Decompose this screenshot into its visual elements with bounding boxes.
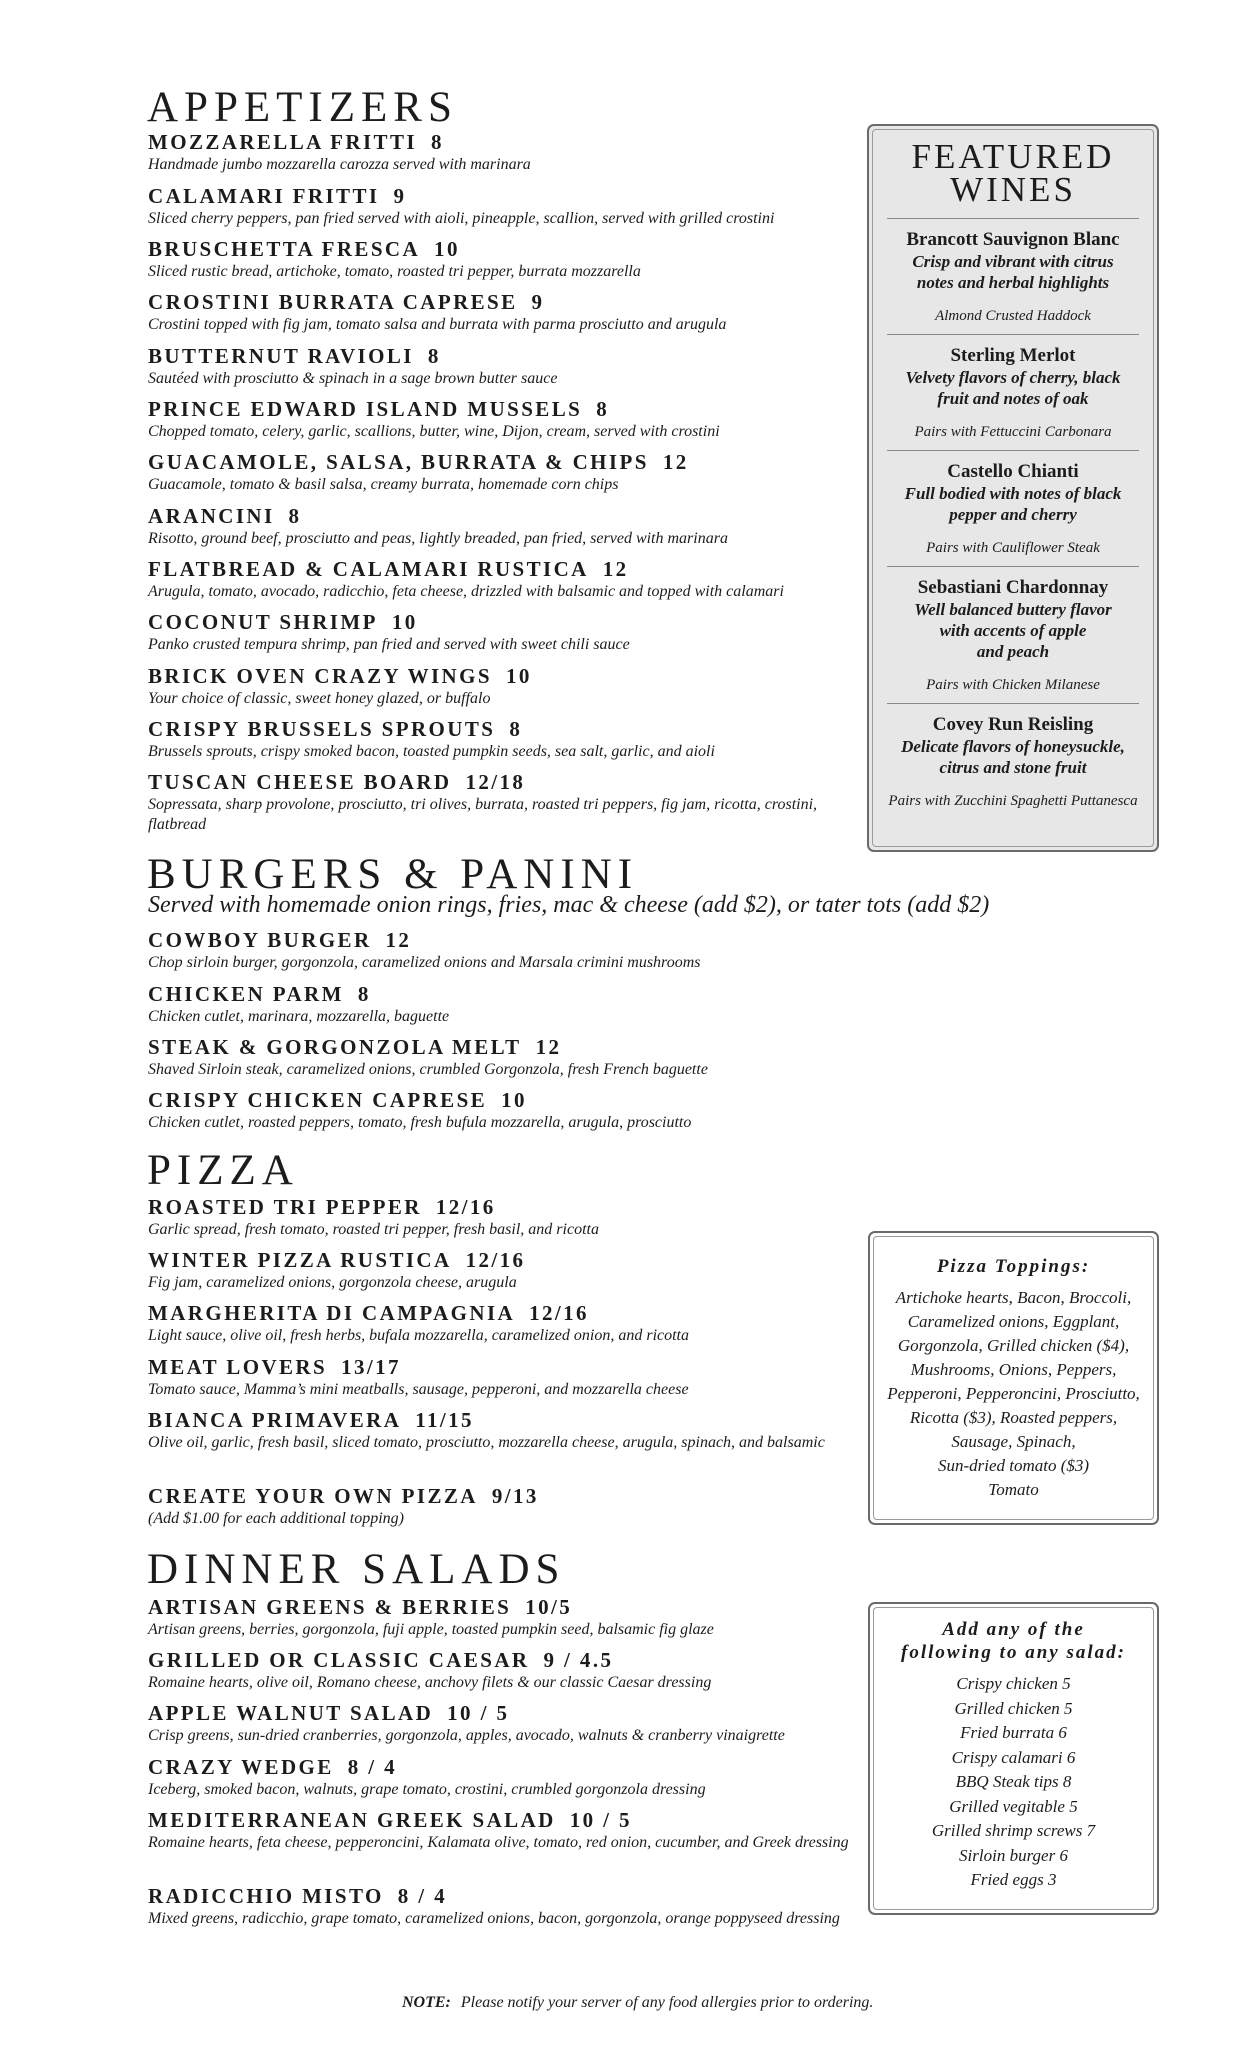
menu-item-description: Chop sirloin burger, gorgonzola, caramelized onions and Marsala crimini mushrooms xyxy=(148,954,701,971)
menu-item xyxy=(148,1755,858,1800)
salad-addon-item: Crispy chicken 5 xyxy=(956,1674,1071,1693)
wine-name: Castello Chianti xyxy=(947,461,1079,482)
menu-item-price: 10/5 xyxy=(525,1595,573,1619)
menu-item xyxy=(148,770,858,835)
wine-tasting-note: Full bodied with notes of black pepper and cherry xyxy=(904,484,1122,524)
wine-pairing: Pairs with Cauliflower Steak xyxy=(926,540,1100,556)
wine-entry xyxy=(869,335,1157,450)
menu-item-name: GUACAMOLE, SALSA, BURRATA & CHIPS xyxy=(148,450,649,474)
menu-item-name: MEAT LOVERS xyxy=(148,1355,328,1379)
salad-addons-list xyxy=(870,1672,1157,1893)
menu-item-description: Sopressata, sharp provolone, prosciutto, tri olives, burrata, roasted tri peppers, fig jam, ricotta, crostini, flatbread xyxy=(148,796,818,833)
burgers-heading: BURGERS & PANINI xyxy=(147,851,639,898)
menu-item-description: Panko crusted tempura shrimp, pan fried and served with sweet chili sauce xyxy=(148,636,630,653)
pizza-toppings-box xyxy=(868,1231,1159,1525)
menu-item-heading xyxy=(148,344,858,369)
wine-name: Sebastiani Chardonnay xyxy=(917,577,1109,598)
menu-item-price: 13/17 xyxy=(341,1355,401,1379)
menu-item-description: Iceberg, smoked bacon, walnuts, grape tomato, crostini, crumbled gorgonzola dressing xyxy=(148,1781,706,1798)
menu-item-price: 12/18 xyxy=(465,770,526,794)
menu-item-price: 12 xyxy=(602,557,629,581)
pizza-toppings-heading: Pizza Toppings: xyxy=(936,1256,1091,1277)
salads-heading: DINNER SALADS xyxy=(147,1546,566,1593)
featured-wines-heading-line1: FEATURED xyxy=(911,137,1115,176)
wine-tasting-note: Velvety flavors of cherry, black fruit and notes of oak xyxy=(905,368,1121,408)
allergy-note xyxy=(402,1993,873,2013)
menu-item xyxy=(148,928,858,973)
featured-wines-heading xyxy=(869,137,1157,209)
menu-item-price: 10 xyxy=(505,664,532,688)
menu-item xyxy=(148,130,858,175)
menu-item-name: BRUSCHETTA FRESCA xyxy=(148,237,421,261)
menu-item-name: PRINCE EDWARD ISLAND MUSSELS xyxy=(148,397,583,421)
menu-item-price: 8 xyxy=(430,130,444,154)
menu-item-heading xyxy=(148,1648,858,1673)
menu-item xyxy=(148,1648,858,1693)
salad-addon-item: Crispy calamari 6 xyxy=(951,1747,1076,1767)
menu-item-description: Sliced cherry peppers, pan fried served with aioli, pineapple, scallion, served with grilled crostini xyxy=(148,210,775,227)
featured-wines-box xyxy=(867,124,1159,852)
menu-item-name: COCONUT SHRIMP xyxy=(148,610,378,634)
menu-item xyxy=(148,397,858,442)
salad-addon-item: Sirloin burger 6 xyxy=(959,1845,1068,1865)
menu-item-description: Arugula, tomato, avocado, radicchio, feta cheese, drizzled with balsamic and topped with calamari xyxy=(148,583,784,600)
menu-item-heading xyxy=(148,1088,858,1113)
pizza-heading: PIZZA xyxy=(147,1147,299,1194)
pizza-toppings-text: Artichoke hearts, Bacon, Broccoli, Caramelized onions, Eggplant, Gorgonzola, Grilled chicken ($4), Mushrooms, Onions, Peppers, Pepperoni, Pepperoncini, Prosciutto, Ricotta ($3), Roasted peppers, Sausage, Spinach, Sun-dried tomato ($3) Tomato xyxy=(887,1288,1140,1499)
menu-item-price: 10 xyxy=(501,1088,527,1112)
menu-item-description: (Add $1.00 for each additional topping) xyxy=(148,1510,404,1527)
menu-item-name: APPLE WALNUT SALAD xyxy=(148,1701,434,1725)
menu-item xyxy=(148,1248,858,1293)
menu-item-description: Crostini topped with fig jam, tomato salsa and burrata with parma prosciutto and arugula xyxy=(148,316,727,333)
menu-item-price: 12/16 xyxy=(435,1195,496,1219)
salad-addon-item: Grilled shrimp screws 7 xyxy=(931,1821,1096,1840)
menu-item-price: 9 xyxy=(531,290,545,314)
menu-item-description: Sautéed with prosciutto & spinach in a sage brown butter sauce xyxy=(148,370,558,387)
salad-addon-item: Fried burrata 6 xyxy=(960,1723,1067,1742)
menu-item-heading xyxy=(148,1755,858,1780)
menu-item-name: GRILLED OR CLASSIC CAESAR xyxy=(148,1648,530,1672)
menu-item-name: FLATBREAD & CALAMARI RUSTICA xyxy=(148,557,589,581)
menu-item-heading xyxy=(148,397,858,422)
menu-item-heading xyxy=(148,982,858,1007)
menu-item xyxy=(148,290,858,335)
menu-item-name: STEAK & GORGONZOLA MELT xyxy=(148,1035,522,1059)
menu-item xyxy=(148,1884,858,1929)
wine-tasting-note: Well balanced buttery flavor with accents of apple and peach xyxy=(914,600,1112,661)
menu-item-price: 8 xyxy=(357,982,371,1006)
burgers-subtitle: Served with homemade onion rings, fries, mac & cheese (add $2), or tater tots (add $2) xyxy=(148,892,990,918)
menu-item-description: Shaved Sirloin steak, caramelized onions, crumbled Gorgonzola, fresh French baguette xyxy=(148,1061,708,1078)
menu-item-name: ARANCINI xyxy=(148,504,275,528)
menu-item-name: BUTTERNUT RAVIOLI xyxy=(148,344,414,368)
allergy-note-label: NOTE: xyxy=(402,1994,451,2011)
menu-item xyxy=(148,1595,858,1640)
menu-item-name: CHICKEN PARM xyxy=(148,982,344,1006)
menu-item-price: 8 xyxy=(596,397,610,421)
wine-name: Sterling Merlot xyxy=(950,345,1076,366)
menu-item-description: Brussels sprouts, crispy smoked bacon, toasted pumpkin seeds, sea salt, garlic, and aioli xyxy=(148,743,715,760)
menu-item-description: Chicken cutlet, marinara, mozzarella, baguette xyxy=(148,1008,450,1025)
menu-item-price: 8 xyxy=(288,504,302,528)
menu-item xyxy=(148,1408,858,1453)
menu-item-description: Crisp greens, sun-dried cranberries, gorgonzola, apples, avocado, walnuts & cranberry vinaigrette xyxy=(148,1727,785,1744)
salad-addon-item: Fried eggs 3 xyxy=(970,1870,1057,1889)
menu-item-heading xyxy=(148,1355,858,1380)
wine-entry xyxy=(869,567,1157,703)
menu-item-price: 8 / 4 xyxy=(397,1884,448,1908)
menu-item-description: Chicken cutlet, roasted peppers, tomato, fresh bufula mozzarella, arugula, prosciutto xyxy=(148,1114,692,1131)
menu-item-price: 9 xyxy=(393,184,407,208)
menu-item-description: Your choice of classic, sweet honey glazed, or buffalo xyxy=(148,690,491,707)
menu-item-name: CALAMARI FRITTI xyxy=(148,184,380,208)
menu-item-price: 10 / 5 xyxy=(569,1808,632,1832)
menu-item xyxy=(148,1808,858,1853)
menu-item-name: WINTER PIZZA RUSTICA xyxy=(148,1248,452,1272)
menu-item-heading xyxy=(148,717,858,742)
menu-item-name: RADICCHIO MISTO xyxy=(148,1884,384,1908)
menu-item-price: 8 / 4 xyxy=(347,1755,398,1779)
wine-name: Covey Run Reisling xyxy=(932,714,1094,735)
menu-item-price: 9 / 4.5 xyxy=(543,1648,614,1672)
menu-item-description: Tomato sauce, Mamma’s mini meatballs, sausage, pepperoni, and mozzarella cheese xyxy=(148,1381,689,1398)
menu-item-price: 12 xyxy=(535,1035,562,1059)
menu-item-name: CRISPY BRUSSELS SPROUTS xyxy=(148,717,496,741)
menu-item-price: 12/16 xyxy=(465,1248,526,1272)
menu-item-description: Light sauce, olive oil, fresh herbs, bufala mozzarella, caramelized onion, and ricotta xyxy=(148,1327,689,1344)
menu-item-price: 12 xyxy=(662,450,689,474)
wine-name: Brancott Sauvignon Blanc xyxy=(906,229,1120,250)
menu-item-heading xyxy=(148,928,858,953)
salad-addons-heading: Add any of the following to any salad: xyxy=(901,1619,1126,1663)
menu-item-description: Chopped tomato, celery, garlic, scallions, butter, wine, Dijon, cream, served with crostini xyxy=(148,423,720,440)
menu-item-heading xyxy=(148,664,858,689)
wine-pairing: Pairs with Zucchini Spaghetti Puttanesca xyxy=(888,793,1138,809)
menu-item-description: Guacamole, tomato & basil salsa, creamy burrata, homemade corn chips xyxy=(148,476,619,493)
menu-item-heading xyxy=(148,1301,858,1326)
menu-item-price: 11/15 xyxy=(415,1408,474,1432)
menu-item-price: 9/13 xyxy=(491,1484,539,1508)
menu-item-heading xyxy=(148,610,858,635)
salad-addons-box xyxy=(868,1602,1159,1915)
menu-item xyxy=(148,1355,858,1400)
menu-item-price: 8 xyxy=(427,344,441,368)
menu-item-heading xyxy=(148,557,858,582)
menu-item-heading xyxy=(148,184,858,209)
menu-item-heading xyxy=(148,1408,858,1433)
menu-item-heading xyxy=(148,290,858,315)
menu-item-name: BIANCA PRIMAVERA xyxy=(148,1408,402,1432)
menu-item xyxy=(148,1195,858,1240)
menu-item-name: MEDITERRANEAN GREEK SALAD xyxy=(148,1808,556,1832)
menu-item-name: MOZZARELLA FRITTI xyxy=(148,130,417,154)
menu-item-name: ROASTED TRI PEPPER xyxy=(148,1195,422,1219)
menu-item-price: 10 / 5 xyxy=(447,1701,510,1725)
appetizers-heading: APPETIZERS xyxy=(147,84,458,131)
menu-item xyxy=(148,237,858,282)
salad-addon-item: Grilled vegitable 5 xyxy=(949,1796,1078,1816)
menu-item-heading xyxy=(148,1595,858,1620)
menu-item xyxy=(148,1301,858,1346)
menu-item-heading xyxy=(148,450,858,475)
menu-item xyxy=(148,184,858,229)
menu-item-heading xyxy=(148,1808,858,1833)
menu-item xyxy=(148,1484,858,1529)
featured-wines-heading-line2: WINES xyxy=(950,170,1076,209)
menu-item-description: Mixed greens, radicchio, grape tomato, caramelized onions, bacon, gorgonzola, orange poppyseed dressing xyxy=(148,1910,840,1927)
menu-item-heading xyxy=(148,504,858,529)
menu-item-name: BRICK OVEN CRAZY WINGS xyxy=(148,664,492,688)
menu-item-description: Olive oil, garlic, fresh basil, sliced tomato, prosciutto, mozzarella cheese, arugula, spinach, and balsamic xyxy=(148,1434,825,1451)
menu-item-description: Romaine hearts, feta cheese, pepperoncini, Kalamata olive, tomato, red onion, cucumber, and Greek dressing xyxy=(148,1834,849,1851)
menu-item-description: Artisan greens, berries, gorgonzola, fuji apple, toasted pumpkin seed, balsamic fig glaze xyxy=(148,1621,714,1638)
menu-item-name: CROSTINI BURRATA CAPRESE xyxy=(148,290,518,314)
menu-item-name: MARGHERITA DI CAMPAGNIA xyxy=(148,1301,516,1325)
menu-item xyxy=(148,450,858,495)
menu-item-heading xyxy=(148,1035,858,1060)
menu-item-price: 10 xyxy=(434,237,460,261)
menu-item-description: Fig jam, caramelized onions, gorgonzola cheese, arugula xyxy=(148,1274,517,1291)
menu-item-heading xyxy=(148,770,858,795)
wine-pairing: Pairs with Fettuccini Carbonara xyxy=(914,424,1112,440)
menu-item xyxy=(148,717,858,762)
menu-item-description: Romaine hearts, olive oil, Romano cheese, anchovy filets & our classic Caesar dressing xyxy=(148,1674,712,1691)
menu-item-price: 8 xyxy=(509,717,523,741)
menu-item-name: CREATE YOUR OWN PIZZA xyxy=(148,1484,478,1508)
menu-item-name: COWBOY BURGER xyxy=(148,928,372,952)
menu-item-heading xyxy=(148,1701,858,1726)
menu-item-price: 12/16 xyxy=(529,1301,589,1325)
menu-item xyxy=(148,1088,858,1133)
menu-item xyxy=(148,610,858,655)
menu-item xyxy=(148,1035,858,1080)
wine-tasting-note: Delicate flavors of honeysuckle, citrus and stone fruit xyxy=(901,737,1125,777)
wines-list xyxy=(869,218,1157,819)
menu-item-heading xyxy=(148,1248,858,1273)
menu-item-description: Handmade jumbo mozzarella carozza served with marinara xyxy=(148,156,531,173)
menu-item xyxy=(148,1701,858,1746)
salad-addon-item: BBQ Steak tips 8 xyxy=(955,1772,1072,1791)
allergy-note-text: Please notify your server of any food allergies prior to ordering. xyxy=(460,1994,874,2011)
menu-item-heading xyxy=(148,1884,858,1909)
menu-item xyxy=(148,344,858,389)
menu-item-price: 10 xyxy=(391,610,418,634)
menu-item-heading xyxy=(148,1195,858,1220)
wine-entry xyxy=(869,219,1157,334)
menu-item-name: CRISPY CHICKEN CAPRESE xyxy=(148,1088,488,1112)
wine-entry xyxy=(869,704,1157,819)
menu-item-description: Sliced rustic bread, artichoke, tomato, roasted tri pepper, burrata mozzarella xyxy=(148,263,641,280)
menu-item xyxy=(148,557,858,602)
menu-item xyxy=(148,664,858,709)
menu-item-name: TUSCAN CHEESE BOARD xyxy=(148,770,452,794)
wine-pairing: Pairs with Chicken Milanese xyxy=(926,677,1100,693)
menu-item-name: CRAZY WEDGE xyxy=(148,1755,334,1779)
salad-addon-item: Grilled chicken 5 xyxy=(954,1698,1073,1718)
menu-item-description: Garlic spread, fresh tomato, roasted tri pepper, fresh basil, and ricotta xyxy=(148,1221,599,1238)
menu-item-heading xyxy=(148,1484,858,1509)
menu-item xyxy=(148,982,858,1027)
wine-entry xyxy=(869,451,1157,566)
menu-item-price: 12 xyxy=(385,928,412,952)
wine-pairing: Almond Crusted Haddock xyxy=(935,308,1091,324)
menu-item xyxy=(148,504,858,549)
menu-item-description: Risotto, ground beef, prosciutto and peas, lightly breaded, pan fried, served with marinara xyxy=(148,530,728,547)
wine-tasting-note: Crisp and vibrant with citrus notes and herbal highlights xyxy=(912,252,1114,292)
menu-item-heading xyxy=(148,237,858,262)
menu-item-heading xyxy=(148,130,858,155)
menu-item-name: ARTISAN GREENS & BERRIES xyxy=(148,1595,512,1619)
